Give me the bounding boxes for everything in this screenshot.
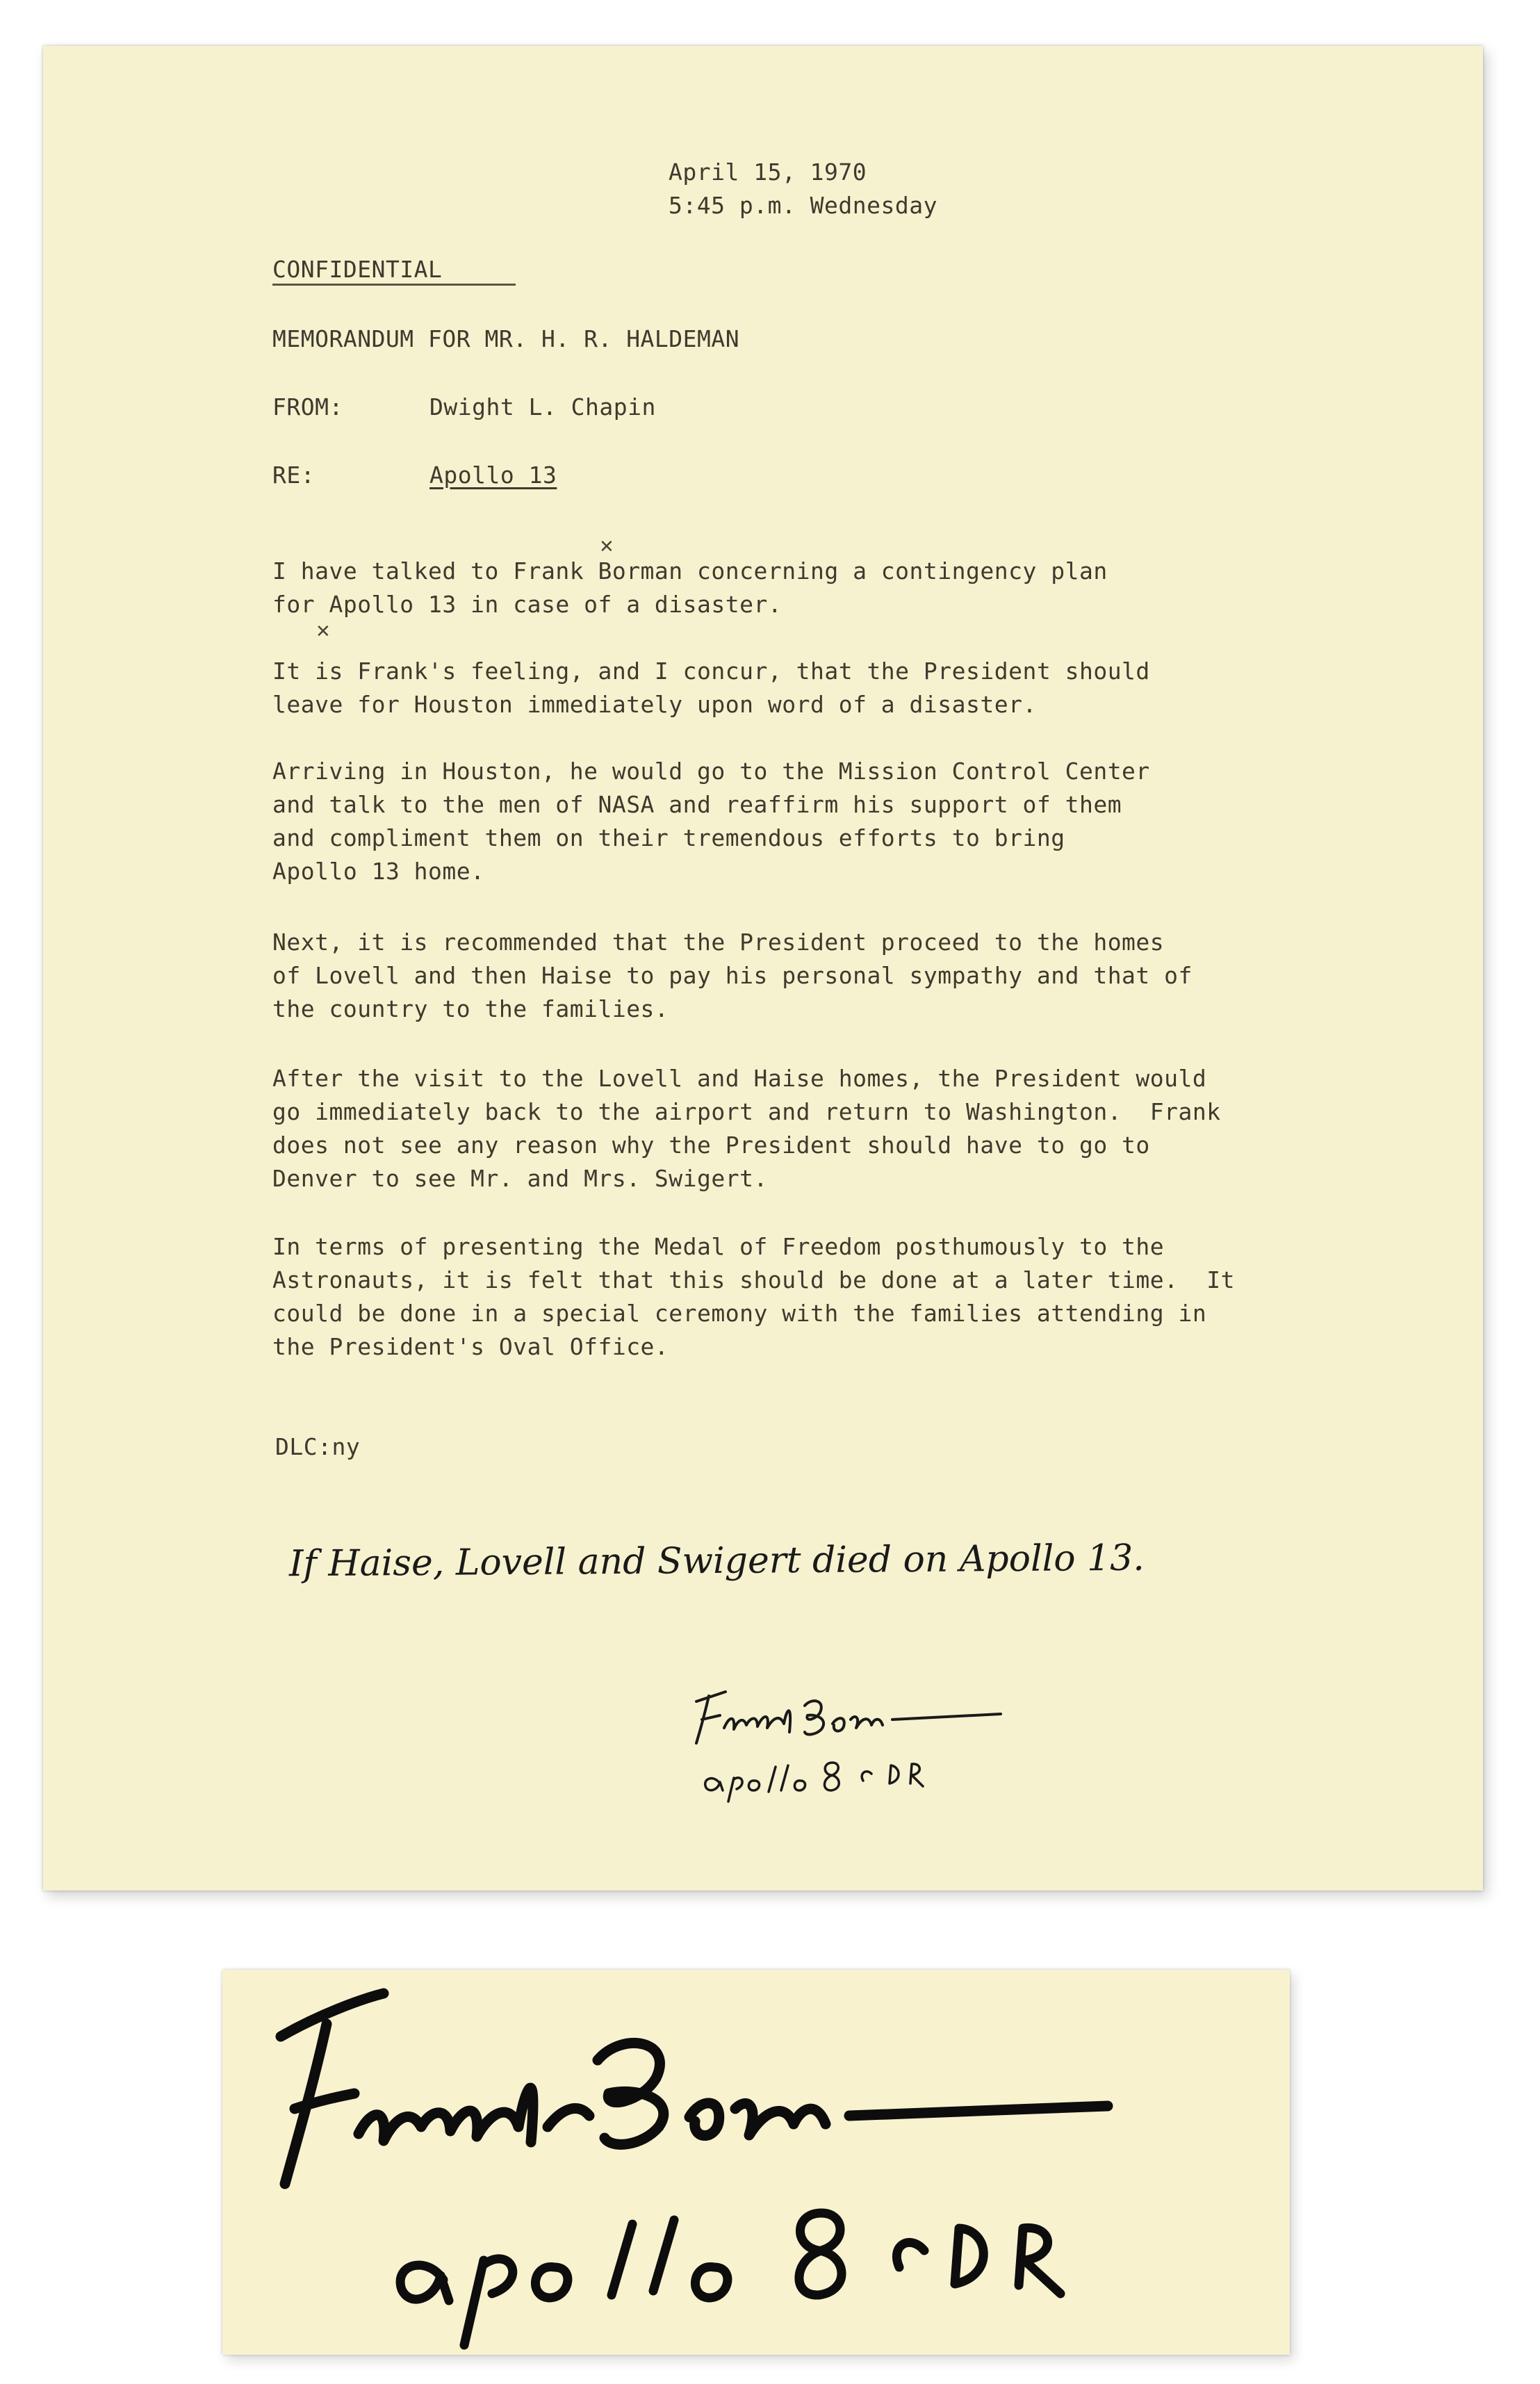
from-label: FROM: bbox=[272, 393, 343, 421]
body-paragraph: It is Frank's feeling, and I concur, that the President should leave for Houston immediately upon word of a disaster. bbox=[272, 658, 1150, 718]
date-line: April 15, 1970 bbox=[669, 158, 867, 186]
body-paragraph: Arriving in Houston, he would go to the Mission Control Center and talk to the men of NASA and reaffirm his support of them and compliment them on their tremendous efforts to bring Apollo 13 home. bbox=[272, 758, 1150, 885]
time-line: 5:45 p.m. Wednesday bbox=[669, 192, 937, 219]
pencil-mark-icon: ✕ bbox=[316, 621, 331, 642]
signature-small bbox=[669, 1665, 1086, 1804]
pencil-mark-icon: ✕ bbox=[599, 537, 614, 557]
memo-recipient-line: MEMORANDUM FOR MR. H. R. HALDEMAN bbox=[272, 325, 740, 352]
body-paragraph: In terms of presenting the Medal of Freedom posthumously to the Astronauts, it is felt that this should be done at a later time. It could be done in a special ceremony with the families attending in the President's Oval Office. bbox=[272, 1233, 1236, 1360]
re-label: RE: bbox=[272, 462, 316, 489]
re-value: Apollo 13 bbox=[429, 462, 557, 489]
signature-detail-inset bbox=[222, 1970, 1290, 2355]
body-paragraph: Next, it is recommended that the President proceed to the homes of Lovell and then Haise to pay his personal sympathy and that of the country to the families. bbox=[272, 929, 1193, 1022]
body-paragraph: After the visit to the Lovell and Haise homes, the President would go immediately back to the airport and return to Washington. Frank does not see any reason why the President should have to go to Denver to see Mr. and Mrs. Swigert. bbox=[272, 1065, 1221, 1192]
typist-initials: DLC:ny bbox=[275, 1433, 361, 1460]
date-block bbox=[669, 156, 937, 222]
body-paragraph: I have talked to Frank Borman concerning a contingency plan for Apollo 13 in case of a disaster. bbox=[272, 557, 1108, 618]
classification-underline bbox=[272, 284, 516, 286]
classification-label: CONFIDENTIAL bbox=[272, 256, 443, 283]
from-value: Dwight L. Chapin bbox=[429, 393, 656, 421]
memo-sheet bbox=[43, 46, 1483, 1891]
signature-large bbox=[222, 1970, 1290, 2355]
handwritten-note: If Haise, Lovell and Swigert died on Apollo 13. bbox=[288, 1537, 1145, 1585]
